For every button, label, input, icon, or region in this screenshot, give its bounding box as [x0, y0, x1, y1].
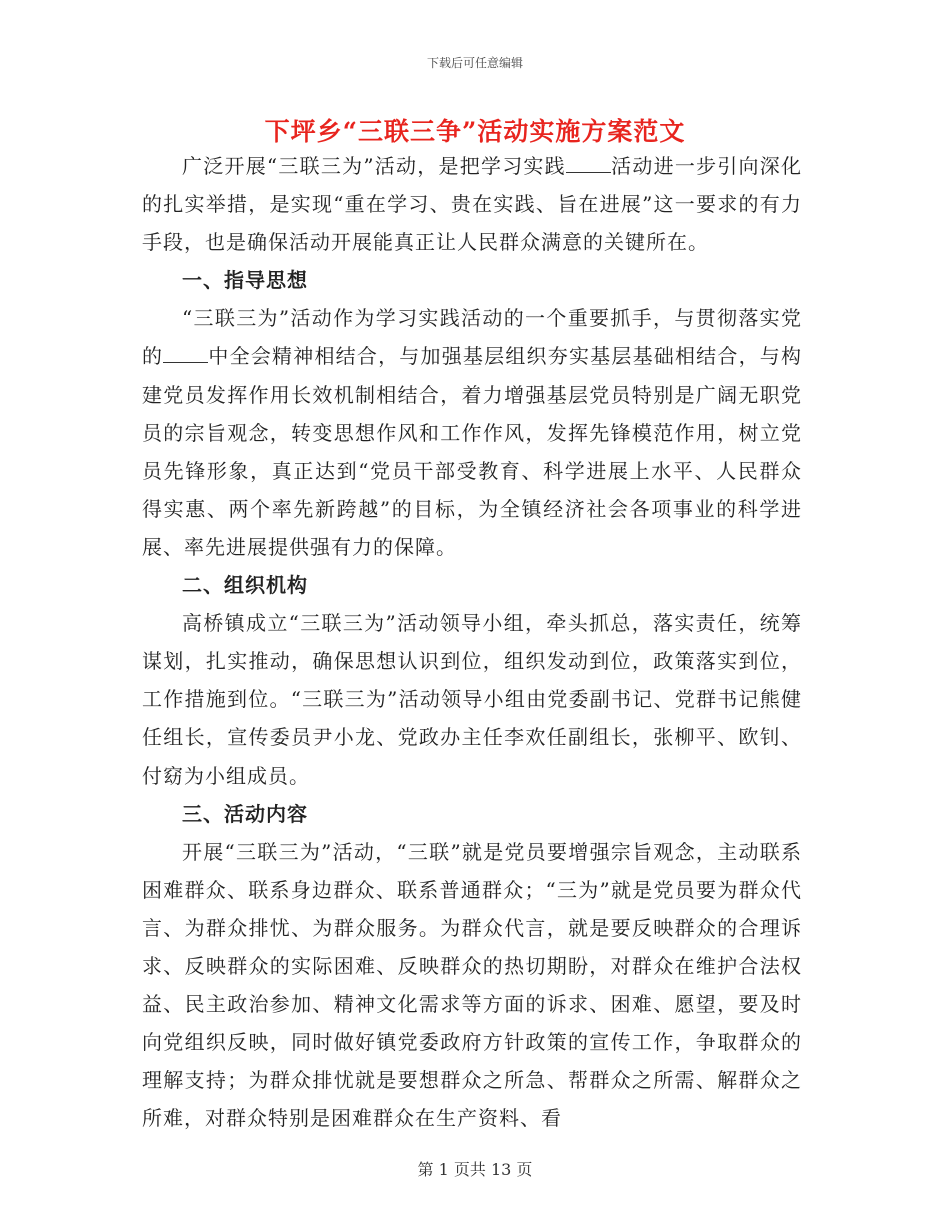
section-heading-guiding-ideology: 一、指导思想 [182, 268, 308, 293]
section-heading-activity-content: 三、活动内容 [182, 801, 308, 826]
section-paragraph-organization: 高桥镇成立“三联三为”活动领导小组，牵头抓总，落实责任，统筹谋划，扎实推动，确保思想认识到位，组织发动到位，政策落实到位，工作措施到位。“三联三为”活动领导小组由党委副书记、党群书记熊健任组长，宣传委员尹小龙、党政办主任李欢任副组长，张柳平、欧钊、付窈为小组成员。 [142, 611, 802, 788]
intro-text-part1: 广泛开展“三联三为”活动，是把学习实践 [182, 154, 566, 178]
section-text-part1: “三联三为”活动作为学习实践活动的一个重要抓手，与贯彻落实党的 [142, 306, 802, 369]
document-title: 下坪乡“三联三争”活动实施方案范文 [264, 117, 686, 146]
page-number-footer: 第 1 页共 13 页 [417, 1160, 533, 1179]
fill-in-blank [163, 344, 208, 363]
section-paragraph-activity-content: 开展“三联三为”活动，“三联”就是党员要增强宗旨观念，主动联系困难群众、联系身边群众、联系普通群众；“三为”就是党员要为群众代言、为群众排忧、为群众服务。为群众代言，就是要反映群众的合理诉求、反映群众的实际困难、反映群众的热切期盼，对群众在维护合法权益、民主政治参加、精神文化需求等方面的诉求、困难、愿望，要及时向党组织反映，同时做好镇党委政府方针政策的宣传工作，争取群众的理解支持；为群众排忧就是要想群众之所急、帮群众之所需、解群众之所难，对群众特别是困难群众在生产资料、看 [142, 839, 802, 1131]
intro-text-part2: 活动进一步引向深化的扎实举措，是实现“重在学习、贵在实践、旨在进展”这一要求的有力手段，也是确保活动开展能真正让人民群众满意的关键所在。 [142, 154, 803, 255]
intro-paragraph [142, 147, 802, 261]
document-body [142, 147, 802, 1137]
page-header-note: 下载后可任意编辑 [426, 56, 523, 70]
section-paragraph-guiding-ideology [142, 299, 802, 566]
fill-in-blank [566, 154, 611, 173]
section-text-part2: 中全会精神相结合，与加强基层组织夯实基层基础相结合，与构建党员发挥作用长效机制相结合，着力增强基层党员特别是广阔无职党员的宗旨观念，转变思想作风和工作作风，发挥先锋模范作用，树立党员先锋形象，真正达到“党员干部受教育、科学进展上水平、人民群众得实惠、两个率先新跨越”的目标，为全镇经济社会各项事业的科学进展、率先进展提供强有力的保障。 [142, 344, 803, 559]
section-heading-organization: 二、组织机构 [182, 573, 308, 598]
